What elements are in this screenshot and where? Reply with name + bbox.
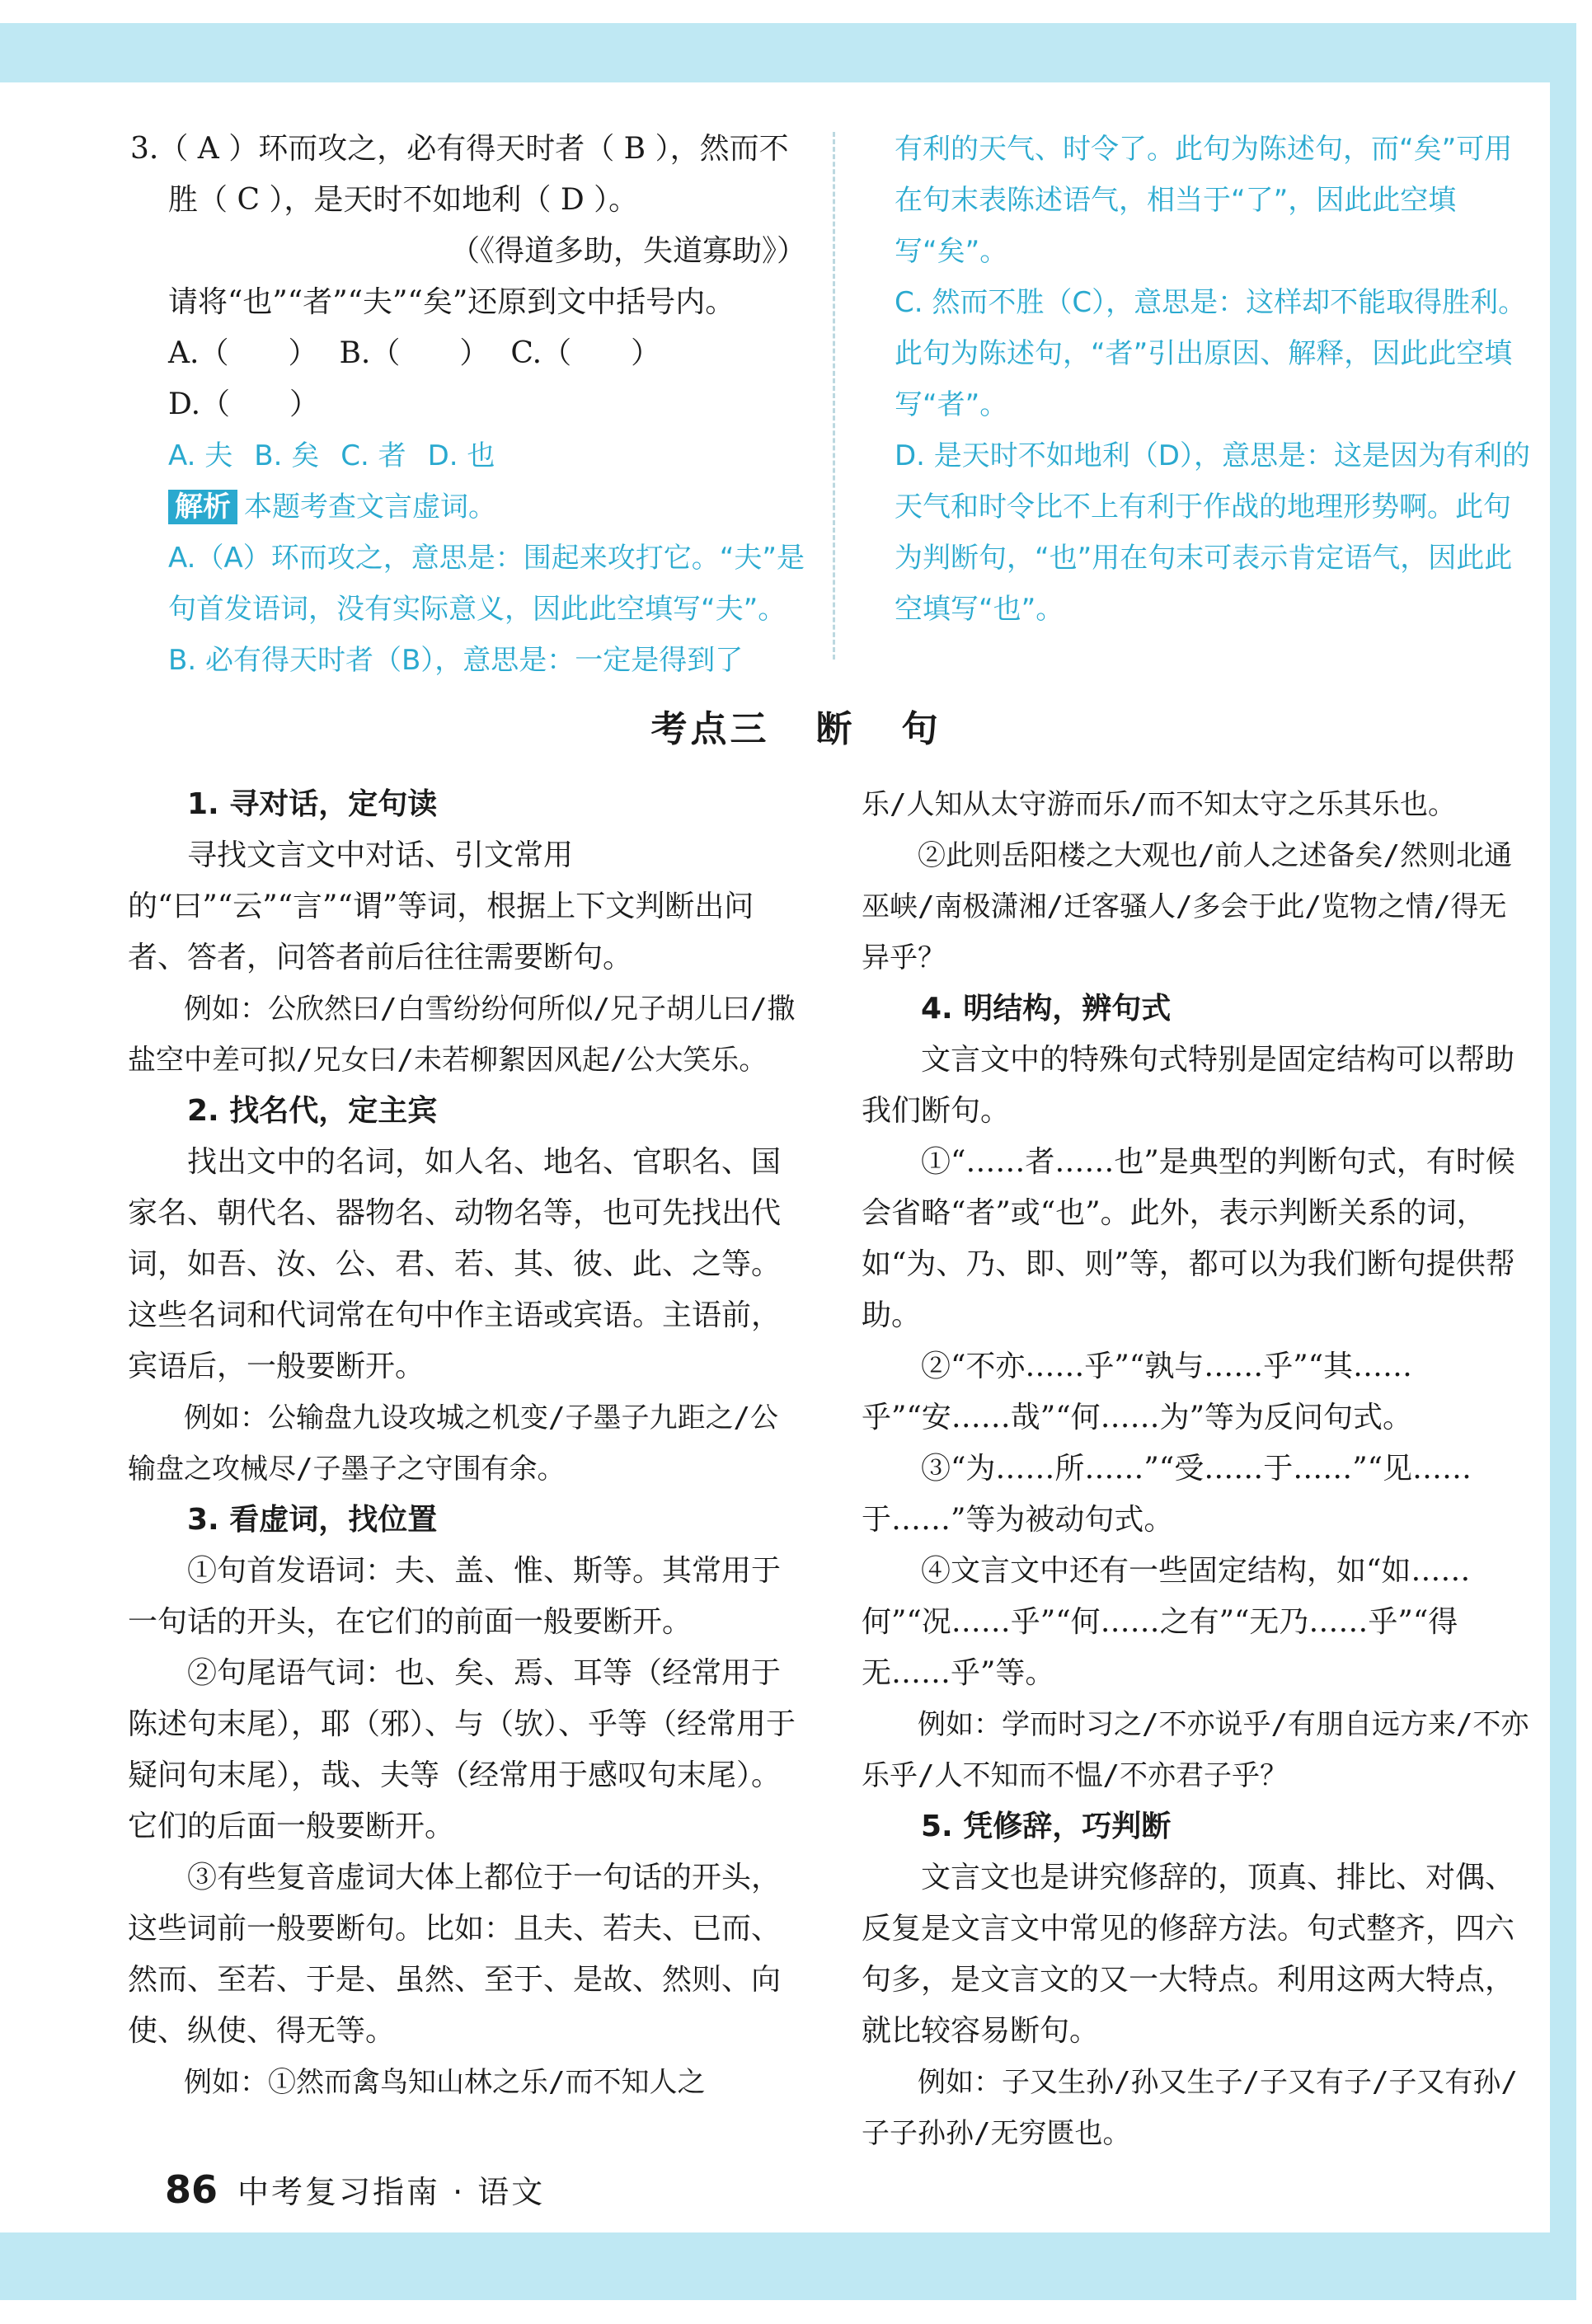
analysis-c: C. 然而不胜（C），意思是：这样却不能取得胜利。此句为陈述句，“者”引出原因、解释，因此此空填写“者”。	[895, 286, 1527, 421]
analysis-b-start: B. 必有得天时者（B），意思是：一定是得到了	[168, 644, 744, 677]
analysis-a: A.（A）环而攻之，意思是：围起来攻打它。“夫”是句首发语词，没有实际意义，因此此空填写“夫”。	[168, 542, 805, 626]
analysis-intro: 本题考查文言虚词。	[244, 491, 496, 523]
analysis-b-cont: 有利的天气、时令了。此句为陈述句，而“矣”可用在句末表陈述语气，相当于“了”，因此此空填写“矣”。	[895, 133, 1513, 268]
paragraph-4a: ①“……者……也”是典型的判断句式，有时候会省略“者”或“也”。此外，表示判断关系的词，如“为、乃、即、则”等，都可以为我们断句提供帮助。	[862, 1145, 1515, 1332]
paragraph-2: 找出文中的名词，如人名、地名、官职名、国家名、朝代名、器物名、动物名等，也可先找出代词，如吾、汝、公、君、若、其、彼、此、之等。这些名词和代词常在句中作主语或宾语。主语前，宾语后，一般要断开。	[128, 1145, 782, 1383]
column-divider	[833, 132, 835, 660]
answer-a: A. 夫	[168, 439, 233, 472]
paragraph-4c: ③“为……所……”“受……于……”“见……于……”等为被动句式。	[862, 1452, 1472, 1537]
section-heading-label: 考点三	[650, 708, 770, 750]
example-4: 例如：学而时习之/不亦说乎/有朋自远方来/不亦乐乎/人不知而不愠/不亦君子乎？	[862, 1708, 1529, 1792]
section-heading-char-1: 断	[815, 708, 856, 750]
section-heading-char-2: 句	[901, 708, 942, 750]
paragraph-3c: ③有些复音虚词大体上都位于一句话的开头，这些词前一般要断句。比如：且夫、若夫、已而、然而、至若、于是、虽然、至于、是故、然则、向使、纵使、得无等。	[128, 1861, 782, 2048]
page-footer	[165, 2167, 545, 2212]
example-3b: ②此则岳阳楼之大观也/前人之述备矣/然则北通巫峡/南极潇湘/迁客骚人/多会于此/览物之情/得无异乎？	[862, 839, 1512, 974]
blank-c: C.（ ）	[510, 336, 661, 370]
section-heading	[0, 699, 1592, 752]
analysis-tag: 解析	[168, 490, 237, 524]
answer-key	[130, 430, 806, 481]
example-5: 例如：子又生孙/孙又生子/子又有子/子又有孙/子子孙孙/无穷匮也。	[862, 2066, 1518, 2150]
paragraph-4b: ②“不亦……乎”“孰与……乎”“其……乎”“安……哉”“何……为”等为反问句式。	[862, 1350, 1413, 1434]
blank-a: A.（ ）	[168, 336, 318, 370]
bottom-color-band	[0, 2232, 1576, 2300]
right-color-band	[1550, 23, 1576, 2249]
heading-4: 4. 明结构，辨句式	[921, 992, 1172, 1026]
answer-blanks	[130, 328, 806, 430]
question-prompt: 请将“也”“者”“夫”“矣”还原到文中括号内。	[168, 285, 735, 319]
question-block	[130, 124, 806, 686]
heading-5: 5. 凭修辞，巧判断	[921, 1810, 1172, 1843]
paragraph-5: 文言文也是讲究修辞的，顶真、排比、对偶、反复是文言文中常见的修辞方法。句式整齐，四六句多，是文言文的又一大特点。利用这两大特点，就比较容易断句。	[862, 1861, 1515, 2048]
question-line-1: 3.（ A ）环而攻之，必有得天时者（ B ），然而不	[130, 132, 789, 166]
left-column	[128, 779, 796, 2108]
question-source: （《得道多助，失道寡助》）	[449, 234, 806, 268]
example-2: 例如：公输盘九设攻城之机变/子墨子九距之/公输盘之攻械尽/子墨子之守围有余。	[128, 1401, 778, 1486]
example-3-continued: 乐/人知从太守游而乐/而不知太守之乐其乐也。	[862, 788, 1456, 821]
heading-2: 2. 找名代，定主宾	[187, 1094, 438, 1128]
example-1: 例如：公欣然曰/白雪纷纷何所似/兄子胡儿曰/撒盐空中差可拟/兄女曰/未若柳絮因风起/公大笑乐。	[128, 993, 796, 1077]
right-column	[862, 779, 1533, 2159]
example-3: 例如：①然而禽鸟知山林之乐/而不知人之	[184, 2066, 706, 2099]
analysis-d: D. 是天时不如地利（D），意思是：这是因为有利的天气和时令比不上有利于作战的地理形势啊。此句为判断句，“也”用在句末可表示肯定语气，因此此空填写“也”。	[895, 439, 1530, 626]
paragraph-4: 文言文中的特殊句式特别是固定结构可以帮助我们断句。	[862, 1043, 1515, 1128]
answer-b: B. 矣	[254, 439, 320, 472]
paragraph-3b: ②句尾语气词：也、矣、焉、耳等（经常用于陈述句末尾），耶（邪）、与（欤）、乎等（经常用于疑问句末尾），哉、夫等（经常用于感叹句末尾）。它们的后面一般要断开。	[128, 1656, 796, 1843]
heading-1: 1. 寻对话，定句读	[187, 787, 438, 821]
answer-d: D. 也	[427, 439, 495, 472]
paragraph-1: 寻找文言文中对话、引文常用的“曰”“云”“言”“谓”等词，根据上下文判断出问者、答者，问答者前后往往需要断句。	[128, 838, 754, 974]
book-title: 中考复习指南 · 语文	[237, 2174, 546, 2210]
blank-d: D.（ ）	[168, 387, 320, 421]
answer-c: C. 者	[340, 439, 406, 472]
heading-3: 3. 看虚词，找位置	[187, 1503, 438, 1537]
page-number: 86	[165, 2167, 218, 2212]
paragraph-4d: ④文言文中还有一些固定结构，如“如……何”“况……乎”“何……之有”“无乃……乎”“得无……乎”等。	[862, 1554, 1471, 1690]
analysis-intro-line	[130, 481, 806, 533]
blank-b: B.（ ）	[339, 336, 490, 370]
analysis-continued	[895, 124, 1538, 635]
paragraph-3a: ①句首发语词：夫、盖、惟、斯等。其常用于一句话的开头，在它们的前面一般要断开。	[128, 1554, 782, 1639]
top-color-band	[0, 23, 1566, 82]
question-line-2: 胜（ C ），是天时不如地利（ D ）。	[168, 183, 639, 217]
